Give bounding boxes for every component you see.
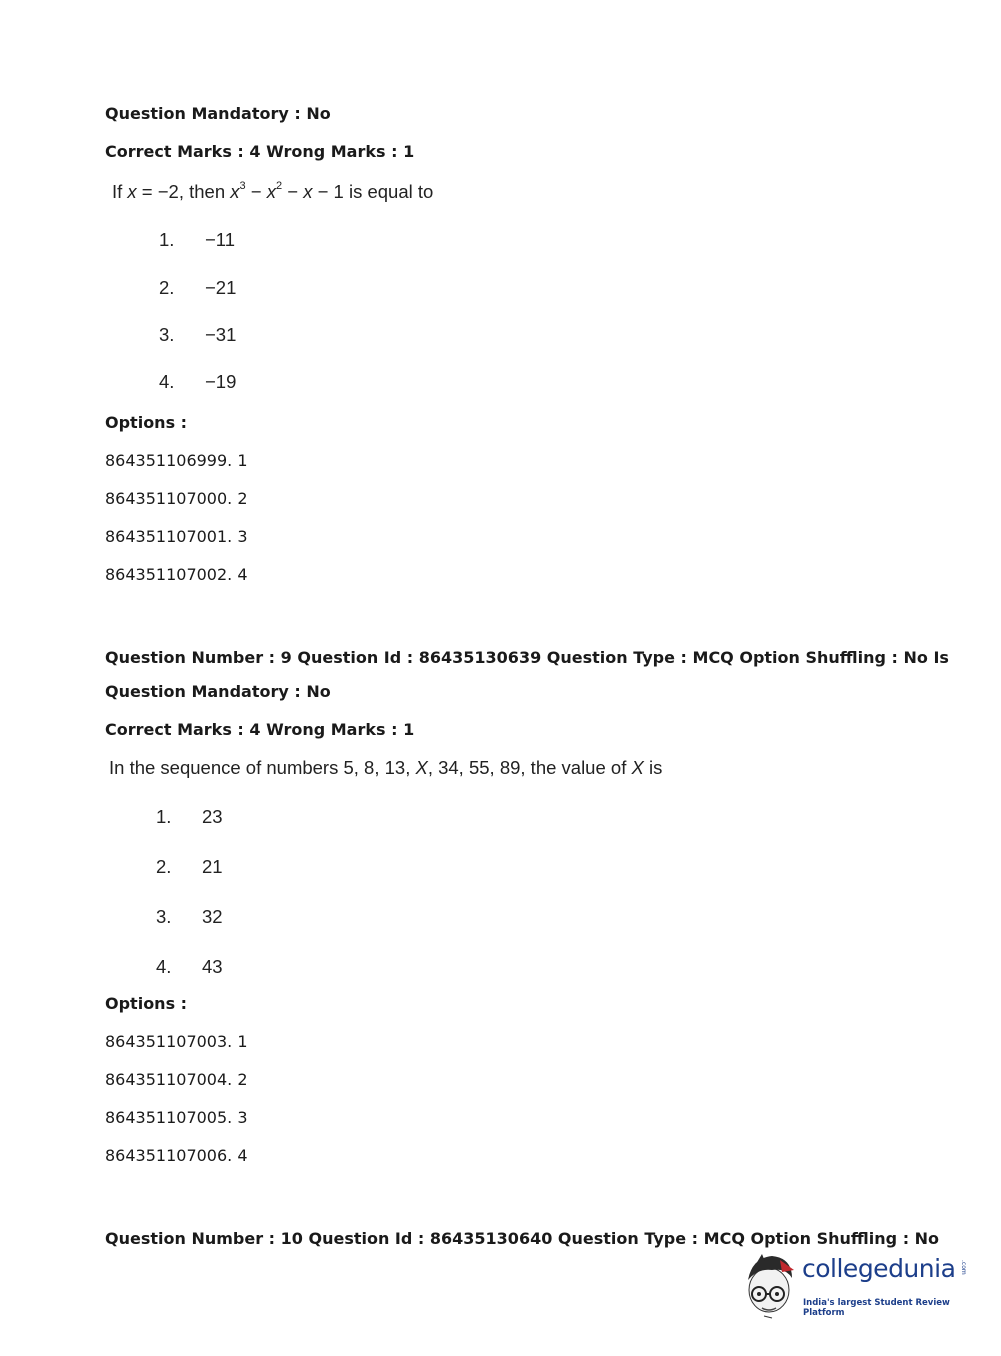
marks-9: Correct Marks : 4 Wrong Marks : 1 [105,720,415,739]
option-id-1-3: 864351107001. 3 [105,527,248,546]
mascot-icon [742,1252,800,1322]
question-text-9: In the sequence of numbers 5, 8, 13, X, 34, 55, 89, the value of X is [109,757,663,778]
collegedunia-logo [742,1252,972,1322]
option-id-9-2: 864351107004. 2 [105,1070,248,1089]
question-text-1: If x = −2, then $x^3 - x^2 - x - 1$ is equal to [112,179,434,202]
choice-9-1: 1. 23 [156,806,223,827]
option-id-1-2: 864351107000. 2 [105,489,248,508]
choice-9-2: 2. 21 [156,856,223,877]
options-label-1: Options : [105,413,188,432]
choice-9-3: 3. 32 [156,906,223,927]
choice-1-2: 2. −21 [159,277,237,298]
options-label-9: Options : [105,994,188,1013]
option-id-9-4: 864351107006. 4 [105,1146,248,1165]
marks-1: Correct Marks : 4 Wrong Marks : 1 [105,142,415,161]
option-id-9-3: 864351107005. 3 [105,1108,248,1127]
option-id-9-1: 864351107003. 1 [105,1032,248,1051]
choice-1-3: 3. −31 [159,324,237,345]
logo-tagline: India's largest Student Review Platform [803,1298,950,1318]
logo-domain-suffix: .com [960,1260,967,1275]
question-mandatory-1: Question Mandatory : No [105,104,331,123]
question-header-10: Question Number : 10 Question Id : 86435130640 Question Type : MCQ Option Shuffling : No [105,1229,940,1248]
choice-1-1: 1. −11 [159,229,236,250]
choice-1-4: 4. −19 [159,371,237,392]
choice-9-4: 4. 43 [156,956,223,977]
option-id-1-1: 864351106999. 1 [105,451,248,470]
option-id-1-4: 864351107002. 4 [105,565,248,584]
question-mandatory-9: Question Mandatory : No [105,682,331,701]
question-header-9: Question Number : 9 Question Id : 86435130639 Question Type : MCQ Option Shuffling : No Is [105,648,949,667]
logo-brand-text: collegedunia [802,1254,956,1283]
